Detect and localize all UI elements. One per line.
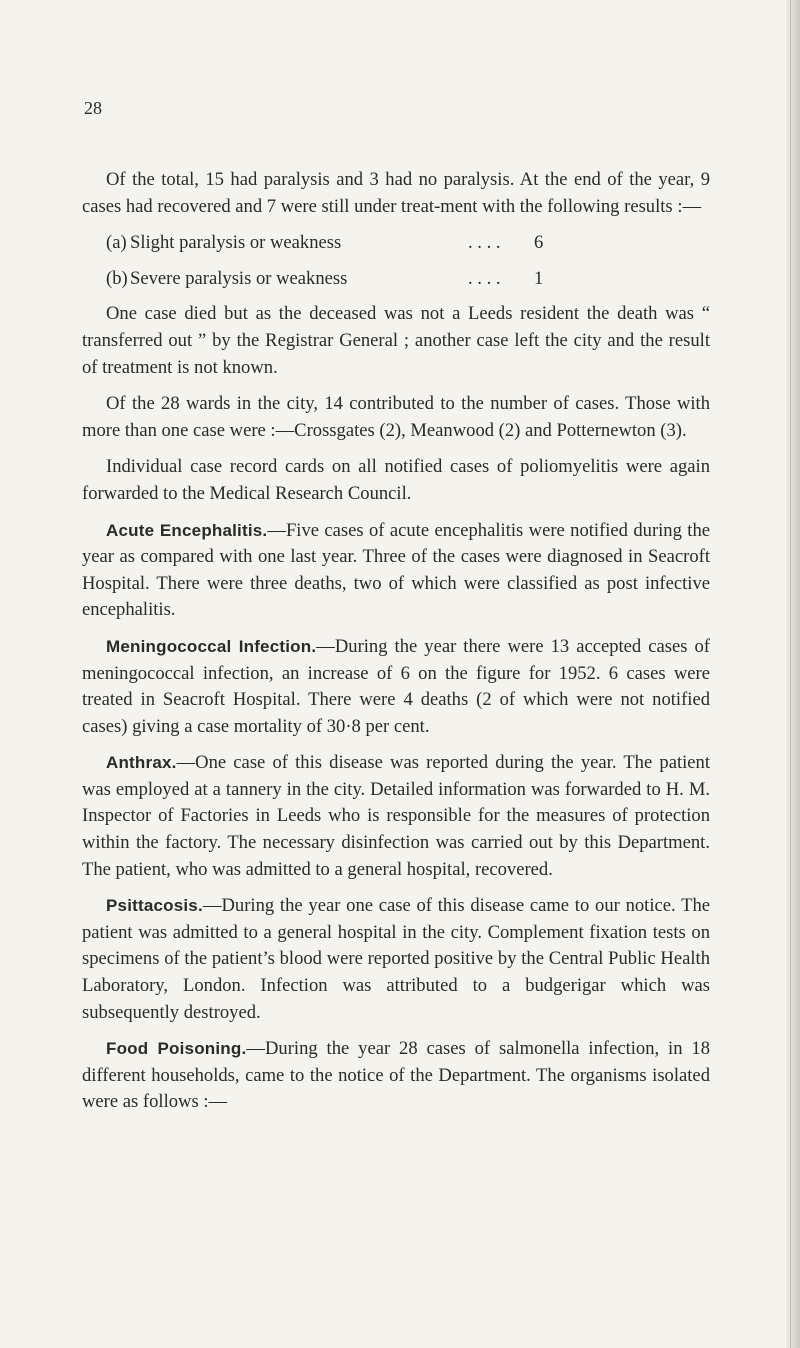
section-heading: Psittacosis. bbox=[106, 896, 203, 916]
page-edge-shadow bbox=[786, 0, 800, 1348]
list-item-value: 1 bbox=[534, 267, 544, 289]
section-psittacosis bbox=[82, 893, 710, 1026]
list-item-text: Slight paralysis or weakness bbox=[130, 232, 342, 254]
list-item-label: (a) bbox=[106, 232, 127, 254]
results-list bbox=[82, 230, 710, 292]
section-heading: Acute Encephalitis. bbox=[106, 520, 268, 540]
list-item-label: (b) bbox=[106, 267, 128, 289]
list-item-leader: . . . . bbox=[468, 232, 501, 254]
section-food-poisoning bbox=[82, 1036, 710, 1116]
paragraph-death: One case died but as the deceased was not a Leeds resident the death was “ transferred out ” by the Registrar General ; another case left the city and the result of treatment is not known. bbox=[82, 303, 710, 378]
section-text: —One case of this disease was reported during the year. The patient was employed at a tannery in the city. Detailed information was forwarded to H. M. Inspector of Factories in Leeds who is responsible for the measures of protection within the factory. The necessary disinfection was carried out by this Department. The patient, who was admitted to a general hospital, recovered. bbox=[82, 752, 710, 880]
section-text: —During the year 28 cases of salmonella infection, in 18 different households, came to the notice of the Department. The organisms isolated were as follows :— bbox=[82, 1038, 710, 1113]
section-heading: Anthrax. bbox=[106, 753, 177, 773]
section-heading: Food Poisoning. bbox=[106, 1039, 247, 1059]
section-text: —Five cases of acute encephalitis were notified during the year as compared with one last year. Three of the cases were diagnosed in Seacroft Hospital. There were three deaths, two of which were classified as post infective encephalitis. bbox=[82, 519, 710, 621]
document-body bbox=[82, 167, 710, 1126]
section-meningococcal-infection bbox=[82, 634, 710, 740]
list-item-text: Severe paralysis or weakness bbox=[130, 267, 348, 289]
section-text: —During the year there were 13 accepted cases of meningococcal infection, an increase of 6 on the figure for 1952. 6 cases were treated in Seacroft Hospital. There were 4 deaths (2 of which were not notified cases) giving a case mortality of 30·8 per cent. bbox=[82, 635, 710, 737]
paragraph-record-cards: Individual case record cards on all notified cases of poliomyelitis were again forwarded to the Medical Research Council. bbox=[82, 456, 710, 504]
section-anthrax bbox=[82, 750, 710, 883]
page-number: 28 bbox=[84, 98, 102, 118]
paragraph-wards: Of the 28 wards in the city, 14 contributed to the number of cases. Those with more than one case were :—Crossgates (2), Meanwood (2) and Potternewton (3). bbox=[82, 393, 710, 441]
section-heading: Meningococcal Infection. bbox=[106, 636, 317, 656]
list-item-value: 6 bbox=[534, 232, 544, 254]
section-text: —During the year one case of this disease came to our notice. The patient was admitted to a general hospital in the city. Complement fixation tests on specimens of the patient’s blood were reported positive by the Central Public Health Laboratory, London. Infection was attributed to a budgerigar which was subsequently destroyed. bbox=[82, 895, 710, 1023]
list-item bbox=[106, 266, 710, 293]
list-item bbox=[106, 230, 710, 257]
paragraph-paralysis-summary: Of the total, 15 had paralysis and 3 had no paralysis. At the end of the year, 9 cases had recovered and 7 were still under treat-ment with the following results :— bbox=[82, 169, 710, 217]
section-acute-encephalitis bbox=[82, 518, 710, 624]
list-item-leader: . . . . bbox=[468, 267, 501, 289]
